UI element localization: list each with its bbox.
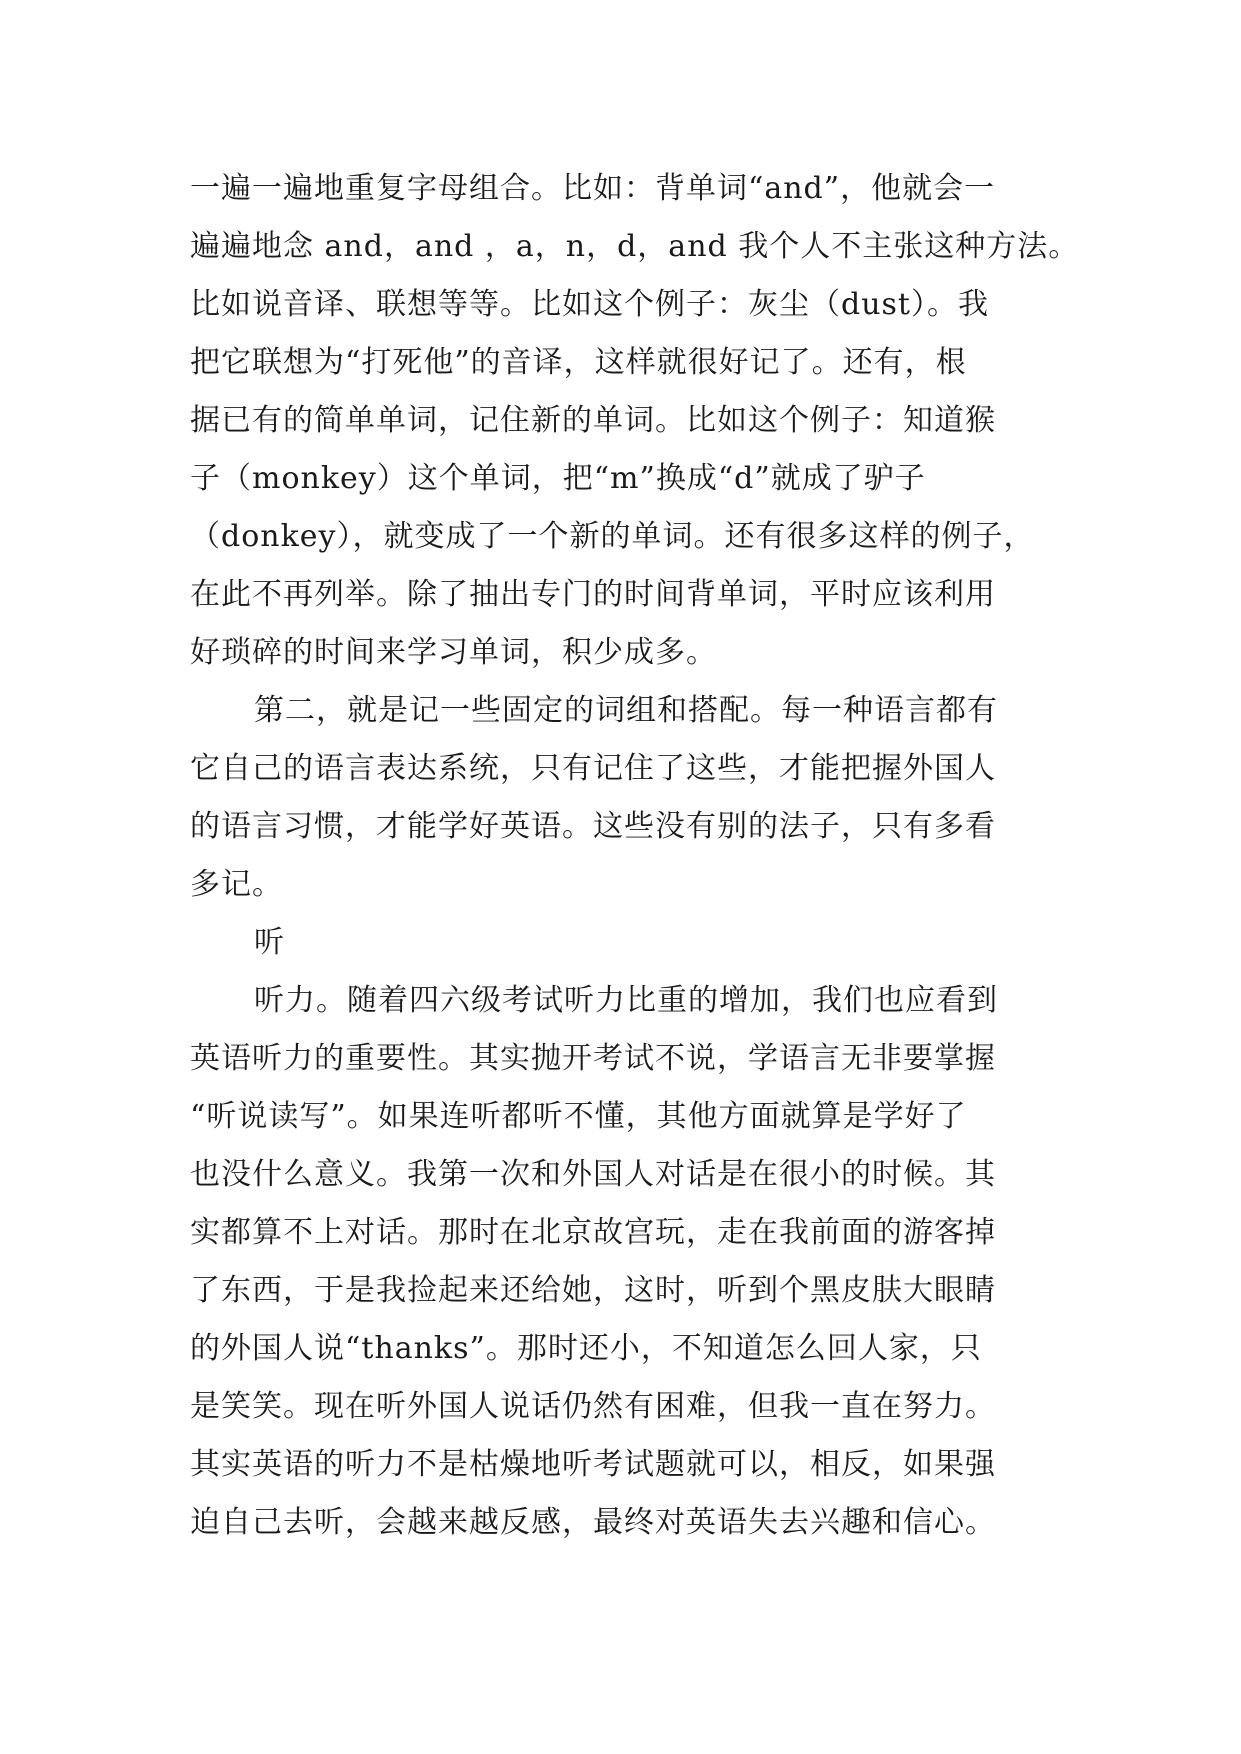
text-line: “听说读写”。如果连听都听不懂，其他方面就算是学好了 xyxy=(190,1099,967,1134)
text-line: 遍遍地念 and，and ，a，n，d，and 我个人不主张这种方法。 xyxy=(190,229,1080,264)
text-line: 比如说音译、联想等等。比如这个例子：灰尘（dust）。我 xyxy=(190,287,989,322)
text-line: 的外国人说“thanks”。那时还小，不知道怎么回人家，只 xyxy=(190,1331,982,1366)
text-line: 子（monkey）这个单词，把“m”换成“d”就成了驴子 xyxy=(190,461,926,496)
text-line: 把它联想为“打死他”的音译，这样就很好记了。还有，根 xyxy=(190,345,967,380)
document-body xyxy=(190,160,1080,1552)
text-line: 了东西，于是我捡起来还给她，这时，听到个黑皮肤大眼睛 xyxy=(190,1273,996,1308)
text-line: 好琐碎的时间来学习单词，积少成多。 xyxy=(190,635,717,670)
text-line: 多记。 xyxy=(190,867,283,902)
text-line: 其实英语的听力不是枯燥地听考试题就可以，相反，如果强 xyxy=(190,1447,996,1482)
section-heading: 听 xyxy=(254,925,285,960)
text-line: 在此不再列举。除了抽出专门的时间背单词，平时应该利用 xyxy=(190,577,996,612)
text-line: 它自己的语言表达系统，只有记住了这些，才能把握外国人 xyxy=(190,751,996,786)
text-line: （donkey），就变成了一个新的单词。还有很多这样的例子， xyxy=(190,519,1035,554)
paragraph-start-line: 听力。随着四六级考试听力比重的增加，我们也应看到 xyxy=(254,983,998,1018)
text-line: 也没什么意义。我第一次和外国人对话是在很小的时候。其 xyxy=(190,1157,996,1192)
text-line: 一遍一遍地重复字母组合。比如：背单词“and”，他就会一 xyxy=(190,171,996,206)
text-line: 英语听力的重要性。其实抛开考试不说，学语言无非要掌握 xyxy=(190,1041,996,1076)
text-line: 迫自己去听，会越来越反感，最终对英语失去兴趣和信心。 xyxy=(190,1505,996,1540)
text-line: 的语言习惯，才能学好英语。这些没有别的法子，只有多看 xyxy=(190,809,996,844)
text-line: 实都算不上对话。那时在北京故宫玩，走在我前面的游客掉 xyxy=(190,1215,996,1250)
text-line: 是笑笑。现在听外国人说话仍然有困难，但我一直在努力。 xyxy=(190,1389,996,1424)
text-line: 据已有的简单单词，记住新的单词。比如这个例子：知道猴 xyxy=(190,403,996,438)
paragraph-start-line: 第二，就是记一些固定的词组和搭配。每一种语言都有 xyxy=(254,693,998,728)
